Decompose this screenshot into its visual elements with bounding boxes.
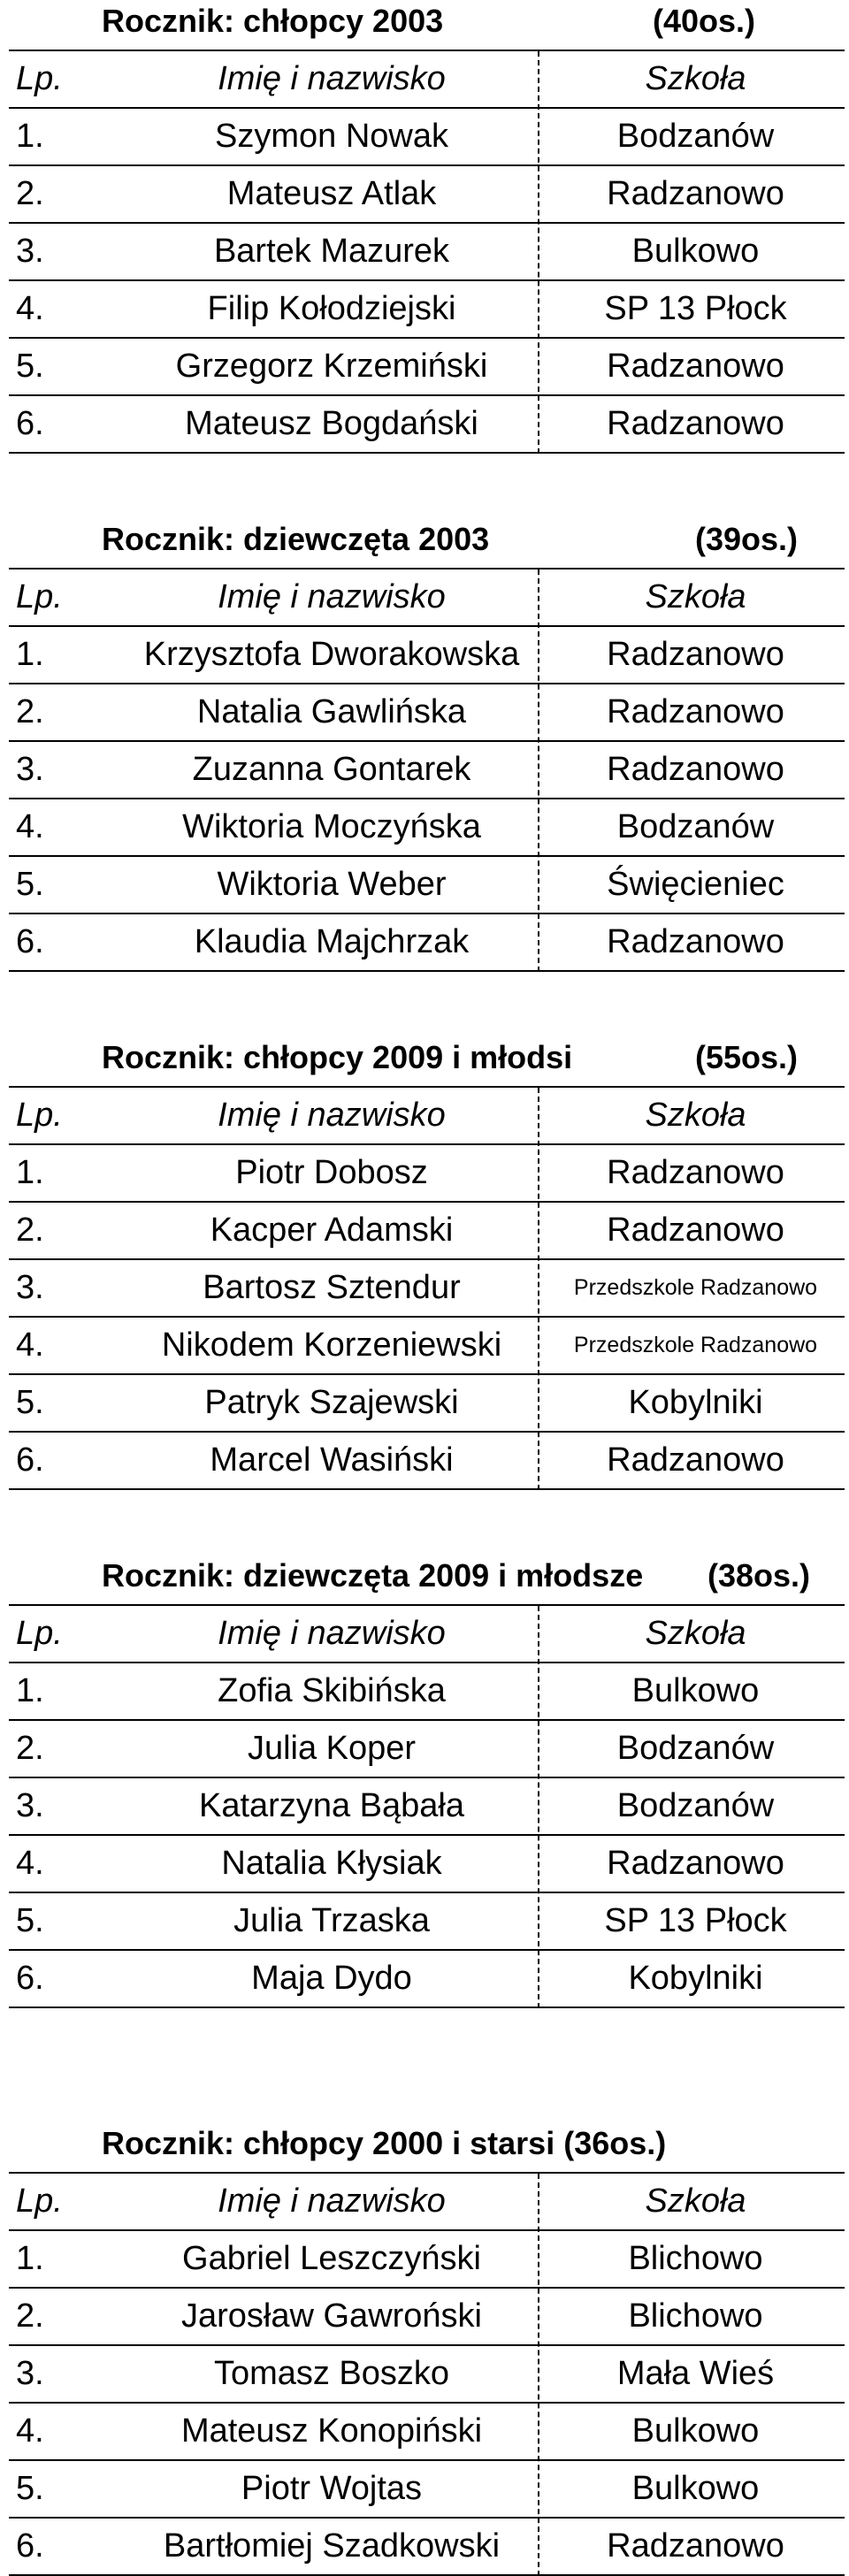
row-school: Radzanowo [607,751,784,788]
section-count: (55os.) [695,1039,799,1075]
section-title: Rocznik: dziewczęta 2009 i młodsze [102,1557,644,1594]
row-name: Kacper Adamski [210,1212,454,1249]
row-name: Natalia Kłysiak [221,1845,442,1882]
table-header-row [9,1606,845,1663]
row-lp: 5. [16,1384,44,1421]
table-header-row [9,569,845,627]
row-school: Święcieniec [607,866,784,903]
row-name: Mateusz Atlak [226,175,437,212]
table-row [9,1145,845,1203]
table-row [9,2404,845,2461]
row-lp: 1. [16,118,44,155]
header-lp: Lp. [16,2182,63,2220]
row-school: Bulkowo [631,2412,760,2450]
row-name: Jarosław Gawroński [181,2297,482,2335]
table-row [9,166,845,224]
row-name: Piotr Dobosz [235,1154,428,1191]
table-header-row [9,2174,845,2231]
table-row [9,109,845,166]
row-lp: 5. [16,1902,44,1939]
row-lp: 6. [16,2527,44,2565]
row-school: Bulkowo [631,233,760,270]
row-school: Blichowo [628,2297,763,2335]
row-lp: 5. [16,866,44,903]
row-lp: 4. [16,1326,44,1364]
row-lp: 3. [16,1787,44,1824]
row-lp: 2. [16,693,44,730]
row-name: Grzegorz Krzemiński [175,348,488,385]
row-name: Gabriel Leszczyński [182,2240,481,2277]
row-school: Radzanowo [607,1154,784,1191]
table-row [9,799,845,857]
table-row [9,2346,845,2404]
table-row [9,1778,845,1836]
row-name: Mateusz Bogdański [185,405,478,442]
table-row [9,914,845,972]
header-name: Imię i nazwisko [218,1097,446,1134]
header-name: Imię i nazwisko [218,1615,446,1652]
row-school: Radzanowo [607,175,784,212]
table-row [9,627,845,684]
header-school: Szkoła [645,2182,746,2220]
row-school: Blichowo [628,2240,763,2277]
row-school: Bulkowo [631,1672,760,1709]
table-row [9,742,845,799]
row-school: Bulkowo [631,2470,760,2507]
row-name: Bartosz Sztendur [203,1269,461,1306]
row-name: Filip Kołodziejski [207,290,456,327]
header-name: Imię i nazwisko [218,2182,446,2220]
row-lp: 1. [16,636,44,673]
table-row [9,396,845,454]
row-lp: 6. [16,1441,44,1479]
table-row [9,1375,845,1433]
section-title: Rocznik: chłopcy 2000 i starsi (36os.) [102,2125,667,2161]
row-name: Nikodem Korzeniewski [161,1326,502,1364]
row-school: Kobylniki [628,1960,763,1997]
row-name: Klaudia Majchrzak [194,923,470,960]
header-school: Szkoła [645,1615,746,1652]
header-lp: Lp. [16,60,63,97]
row-lp: 1. [16,1154,44,1191]
row-lp: 2. [16,1212,44,1249]
table-row [9,857,845,914]
results-table [9,50,845,454]
row-school: Radzanowo [607,636,784,673]
table-row [9,1893,845,1951]
table-row [9,1951,845,2008]
row-name: Zuzanna Gontarek [192,751,471,788]
row-school: Bodzanów [616,118,775,155]
row-lp: 1. [16,1672,44,1709]
header-lp: Lp. [16,1097,63,1134]
section-count: (39os.) [695,521,799,557]
row-name: Tomasz Boszko [213,2355,450,2392]
row-school: SP 13 Płock [604,1902,787,1939]
header-lp: Lp. [16,1615,63,1652]
row-lp: 4. [16,1845,44,1882]
table-row [9,281,845,339]
row-name: Piotr Wojtas [241,2470,423,2507]
table-row [9,1433,845,1490]
header-school: Szkoła [645,1097,746,1134]
row-lp: 5. [16,348,44,385]
row-lp: 3. [16,1269,44,1306]
section-title: Rocznik: chłopcy 2009 i młodsi [102,1039,573,1075]
row-lp: 6. [16,405,44,442]
table-row [9,1721,845,1778]
table-row [9,1203,845,1260]
table-row [9,2519,845,2576]
table-row [9,1663,845,1721]
header-school: Szkoła [645,60,746,97]
row-school: Radzanowo [607,2527,784,2565]
header-lp: Lp. [16,578,63,615]
table-row [9,224,845,281]
row-name: Maja Dydo [251,1960,412,1997]
row-lp: 6. [16,923,44,960]
row-school: Kobylniki [628,1384,763,1421]
row-school: Radzanowo [607,1441,784,1479]
row-name: Wiktoria Weber [217,866,447,903]
header-school: Szkoła [645,578,746,615]
section-title: Rocznik: dziewczęta 2003 [102,521,490,557]
table-row [9,1260,845,1318]
row-school: Bodzanów [616,1787,775,1824]
row-school: Radzanowo [607,405,784,442]
row-name: Bartłomiej Szadkowski [163,2527,501,2565]
table-header-row [9,51,845,109]
row-name: Natalia Gawlińska [196,693,467,730]
row-name: Zofia Skibińska [218,1672,446,1709]
results-table [9,568,845,972]
row-lp: 4. [16,290,44,327]
row-name: Krzysztofa Dworakowska [143,636,520,673]
row-lp: 6. [16,1960,44,1997]
row-name: Patryk Szajewski [204,1384,459,1421]
results-table [9,1604,845,2008]
row-school: Radzanowo [607,1845,784,1882]
table-row [9,684,845,742]
row-school: Radzanowo [607,348,784,385]
header-name: Imię i nazwisko [218,578,446,615]
row-name: Wiktoria Moczyńska [182,808,481,845]
row-lp: 4. [16,2412,44,2450]
table-row [9,339,845,396]
table-row [9,2461,845,2519]
row-lp: 3. [16,751,44,788]
row-name: Julia Trzaska [233,1902,430,1939]
row-school: Bodzanów [616,1730,775,1767]
row-school: SP 13 Płock [604,290,787,327]
table-row [9,1836,845,1893]
row-school: Mała Wieś [616,2355,775,2392]
row-name: Julia Koper [247,1730,417,1767]
row-lp: 2. [16,175,44,212]
row-name: Bartek Mazurek [213,233,450,270]
row-name: Szymon Nowak [215,118,448,155]
table-header-row [9,1088,845,1145]
row-lp: 2. [16,2297,44,2335]
row-lp: 3. [16,2355,44,2392]
row-lp: 3. [16,233,44,270]
row-lp: 1. [16,2240,44,2277]
header-name: Imię i nazwisko [218,60,446,97]
row-name: Marcel Wasiński [210,1441,454,1479]
row-school: Radzanowo [607,1212,784,1249]
table-row [9,2231,845,2289]
results-table [9,1086,845,1490]
table-row [9,1318,845,1375]
row-school: Przedszkole Radzanowo [573,1333,818,1357]
row-school: Przedszkole Radzanowo [573,1275,818,1300]
row-school: Radzanowo [607,693,784,730]
section-count: (40os.) [653,3,756,39]
row-lp: 5. [16,2470,44,2507]
results-table [9,2172,845,2576]
row-lp: 4. [16,808,44,845]
row-school: Bodzanów [616,808,775,845]
row-school: Radzanowo [607,923,784,960]
row-lp: 2. [16,1730,44,1767]
table-row [9,2289,845,2346]
section-title: Rocznik: chłopcy 2003 [102,3,444,39]
row-name: Katarzyna Bąbała [199,1787,464,1824]
row-name: Mateusz Konopiński [180,2412,483,2450]
section-count: (38os.) [708,1557,811,1594]
